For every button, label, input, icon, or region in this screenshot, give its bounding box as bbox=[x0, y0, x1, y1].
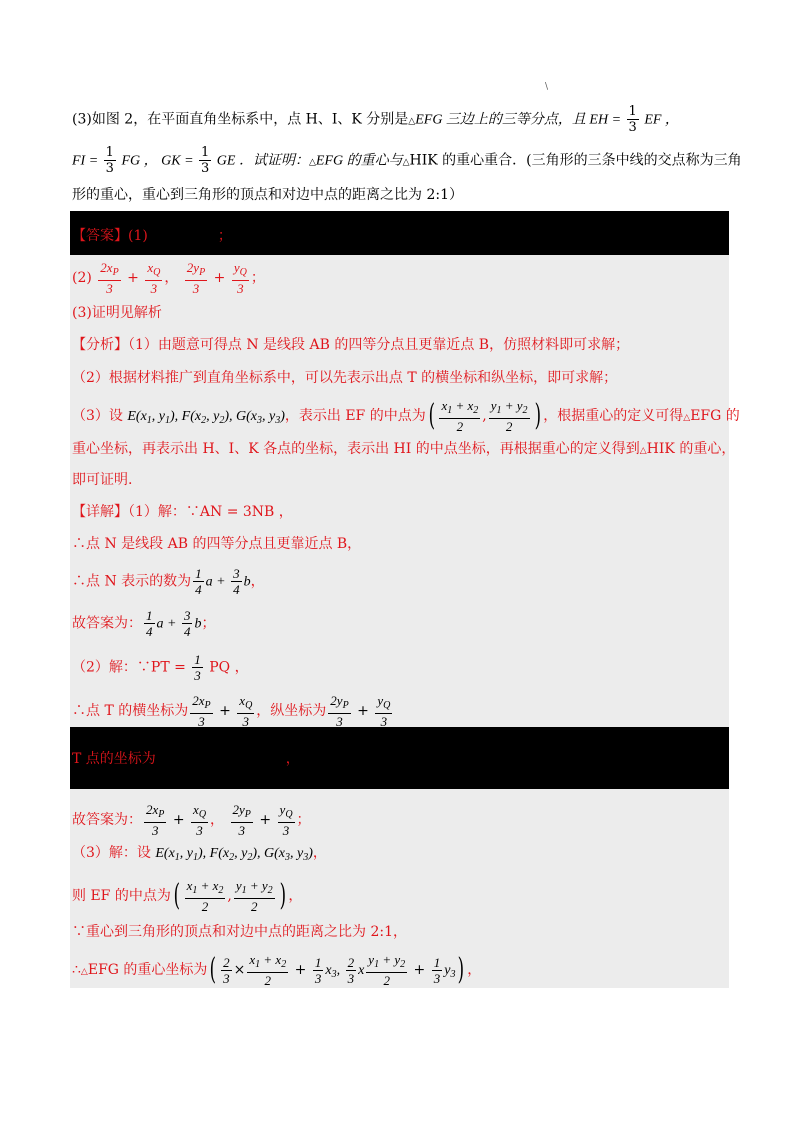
detail-s5: （2）解：∵PT = $\frac{1}{3}$ PQ ， bbox=[72, 652, 249, 683]
detail-s4: 故答案为： $\frac{1}{4}$ a + $\frac{3}{4}$ b； bbox=[72, 608, 216, 639]
detail-s7: T 点的坐标为 ， bbox=[72, 751, 300, 767]
question-line-1: (3)如图 2，在平面直角坐标系中，点 H、I、K 分别是△EFG 三边上的三等分点，且 EH = $\frac{1}{3}$ EF ， bbox=[72, 104, 679, 135]
fraction: $\frac{1}{3}$ bbox=[628, 104, 637, 135]
analysis-p4: 重心坐标，再表示出 H、I、K 各点的坐标，表示出 HI 的中点坐标，再根据重心的定义得到△HIK 的重心， bbox=[72, 441, 736, 457]
detail-s2: ∴点 N 是线段 AB 的四等分点且更靠近点 B， bbox=[72, 536, 362, 552]
detail-s1: 【详解】（1）解：∵AN = 3NB ， bbox=[72, 504, 293, 520]
detail-s10: 则 EF 的中点为( $\frac{x_1 + x_2}{2}$ , $\frac{y_1 + y_2}{2}$ ) ， bbox=[72, 878, 303, 914]
detail-s6: ∴点 T 的横坐标为 $\frac{2x_P}{3}$ + $\frac{x_Q}{3}$ ，纵坐标为 $\frac{2y_P}{3}$ + $\frac{y_Q}{3}$ bbox=[72, 693, 391, 729]
analysis-p1: 【分析】（1）由题意可得点 N 是线段 AB 的四等分点且更靠近点 B，仿照材料即可求解； bbox=[72, 337, 630, 353]
detail-s9: （3）解：设 $E(x_1$, $y_1$), $F(x_2$, $y_2$), $G(x_3$, $y_3$)， bbox=[72, 845, 327, 863]
question-line-2: FI = $\frac{1}{3}$ FG ， GK = $\frac{1}{3}$ GE ．试证明：△EFG 的重心与△HIK 的重心重合．(三角形的三条中线的交点称为三角 bbox=[72, 145, 742, 176]
question-line-3: 形的重心，重心到三角形的顶点和对边中点的距离之比为 2:1） bbox=[72, 187, 463, 203]
analysis-p3: （3）设 $E(x_1$, $y_1$), $F(x_2$, $y_2$), $G(x_3$, $y_3$)，表示出 EF 的中点为( $\frac{x_1 + x_2}{2}$ , $\frac{y_1 + y_2}{2}$ ) ，根据重心的定义可得△EFG 的 bbox=[72, 398, 740, 434]
detail-s8: 故答案为： $\frac{2x_P}{3}$ + $\frac{x_Q}{3}$ ， $\frac{2y_P}{3}$ + $\frac{y_Q}{3}$ ； bbox=[72, 802, 311, 838]
answer-3: (3)证明见解析 bbox=[72, 305, 162, 321]
detail-s3: ∴点 N 表示的数为 $\frac{1}{4}$ a + $\frac{3}{4}$ b， bbox=[72, 566, 265, 597]
detail-s12: ∴△EFG 的重心坐标为( $\frac{2}{3}$ × $\frac{x_1 + x_2}{2}$ + $\frac{1}{3}$ $x_3$, $\frac{2}{3}$ x $\frac{y_1 + y_2}{2}$ + $\frac{1}{3}$ $y_3$) ， bbox=[72, 952, 482, 988]
answer-label: 【答案】(1) ； bbox=[72, 228, 232, 244]
analysis-p2: （2）根据材料推广到直角坐标系中，可以先表示出点 T 的横坐标和纵坐标，即可求解； bbox=[72, 370, 618, 386]
answer-shaded-area bbox=[70, 211, 729, 988]
analysis-p5: 即可证明. bbox=[72, 472, 133, 488]
detail-s11: ∵重心到三角形的顶点和对边中点的距离之比为 2:1， bbox=[72, 924, 407, 940]
answer-2: (2) $\frac{2x_P}{3}$ + $\frac{x_Q}{3}$ ， $\frac{2y_P}{3}$ + $\frac{y_Q}{3}$ ； bbox=[72, 260, 265, 296]
stray-mark: \ bbox=[545, 82, 549, 92]
